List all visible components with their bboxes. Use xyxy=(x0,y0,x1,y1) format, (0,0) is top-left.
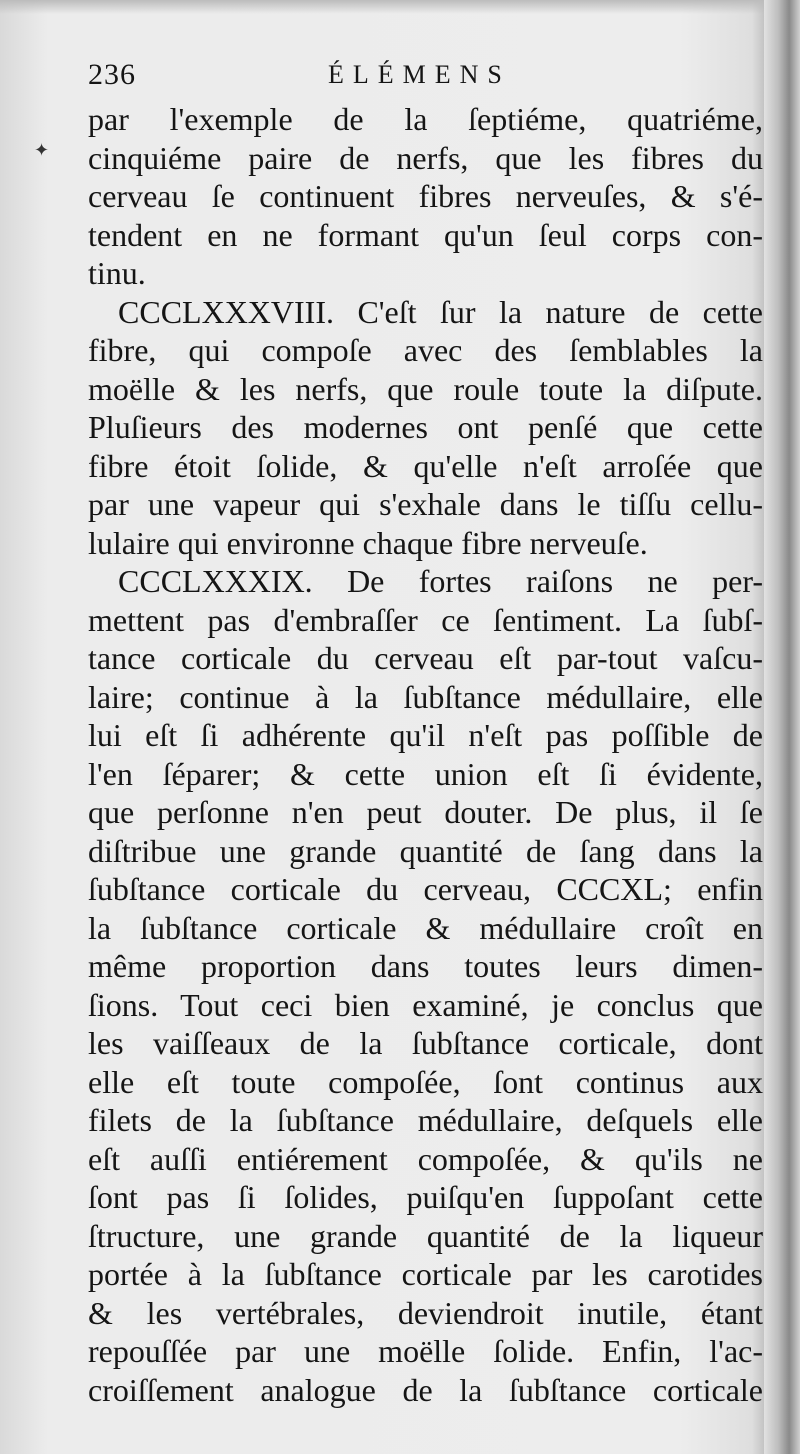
text-line: que perſonne n'en peut douter. De plus, il ſe xyxy=(88,794,763,830)
text-line: les vaiſſeaux de la ſubſtance corticale, dont xyxy=(88,1025,763,1061)
paragraph-start-line: CCCLXXXIX. De fortes raiſons ne per- xyxy=(118,563,763,599)
text-line: l'en ſéparer; & cette union eſt ſi évidente, xyxy=(88,755,763,792)
text-line: mettent pas d'embraſſer ce ſentiment. La ſubſ- xyxy=(88,601,763,638)
text-line: lui eſt ſi adhérente qu'il n'eſt pas poſſible de xyxy=(88,717,763,753)
text-line: ſont pas ſi ſolides, puiſqu'en ſuppoſant cette xyxy=(88,1179,763,1215)
text-line: & les vertébrales, deviendroit inutile, étant xyxy=(88,1294,763,1331)
text-line: même proportion dans toutes leurs dimen- xyxy=(88,948,763,984)
text-line: fibre, qui compoſe avec des ſemblables la xyxy=(88,332,763,368)
text-line: par une vapeur qui s'exhale dans le tiſſu cellu- xyxy=(88,486,763,522)
text-line: diſtribue une grande quantité de ſang dans la xyxy=(88,832,763,869)
text-line: lulaire qui environne chaque fibre nerveuſe. xyxy=(88,524,648,561)
page-header xyxy=(88,58,768,98)
paragraph-start-line: CCCLXXXVIII. C'eſt ſur la nature de cette xyxy=(118,293,763,330)
text-line: cerveau ſe continuent fibres nerveuſes, & s'é- xyxy=(88,178,763,214)
running-head: ÉLÉMENS xyxy=(328,60,511,89)
body-text xyxy=(88,100,763,1409)
text-line: filets de la ſubſtance médullaire, deſquels elle xyxy=(88,1102,763,1138)
text-line: tendent en ne formant qu'un ſeul corps con- xyxy=(88,216,763,253)
text-line: portée à la ſubſtance corticale par les carotides xyxy=(88,1256,763,1292)
text-line: elle eſt toute compoſée, ſont continus aux xyxy=(88,1063,763,1100)
text-line: tinu. xyxy=(88,255,146,291)
text-line: ſubſtance corticale du cerveau, CCCXL; enfin xyxy=(88,871,763,907)
text-line: moëlle & les nerfs, que roule toute la diſpute. xyxy=(88,370,763,407)
text-line: la ſubſtance corticale & médullaire croît en xyxy=(88,909,763,946)
text-line: ſions. Tout ceci bien examiné, je conclus que xyxy=(88,986,763,1023)
text-line: fibre étoit ſolide, & qu'elle n'eſt arroſée que xyxy=(88,447,763,484)
text-line: Pluſieurs des modernes ont penſé que cette xyxy=(88,409,763,445)
page-number: 236 xyxy=(88,58,136,91)
text-line: eſt auſſi entiérement compoſée, & qu'ils ne xyxy=(88,1140,763,1177)
text-line: repouſſée par une moëlle ſolide. Enfin, l'ac- xyxy=(88,1333,763,1369)
text-line: croiſſement analogue de la ſubſtance corticale xyxy=(88,1371,763,1408)
text-line: par l'exemple de la ſeptiéme, quatriéme, xyxy=(88,101,763,137)
text-line: cinquiéme paire de nerfs, que les fibres du xyxy=(88,139,763,176)
text-line: ſtructure, une grande quantité de la liqueur xyxy=(88,1217,763,1254)
top-shadow xyxy=(0,0,800,14)
margin-star-mark: ✦ xyxy=(34,140,50,160)
text-line: tance corticale du cerveau eſt par-tout vaſcu- xyxy=(88,640,763,676)
text-line: laire; continue à la ſubſtance médullaire, elle xyxy=(88,678,763,715)
page-gutter-edge xyxy=(764,0,800,1454)
